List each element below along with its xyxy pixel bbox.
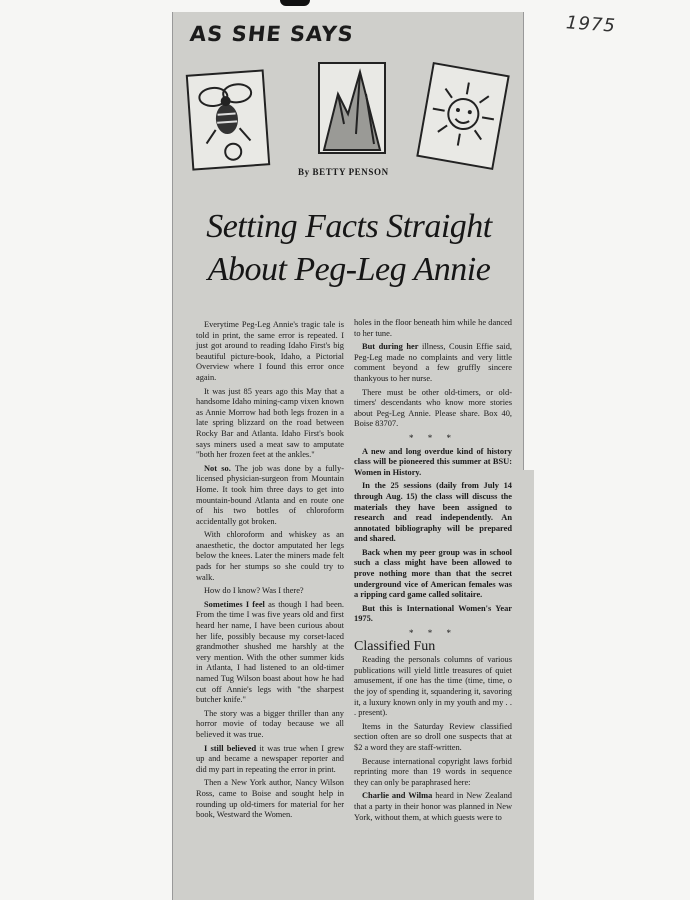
article-paragraph: Then a New York author, Nancy Wilson Ross, came to Boise and sought help in rounding up old-timers for material for her book, Westward the Women.	[196, 778, 344, 820]
clipping-right-tab	[522, 470, 534, 900]
section-subhead: Classified Fun	[354, 638, 436, 654]
paragraph-lead: But during her	[362, 342, 419, 352]
article-paragraph: Reading the personals columns of various publications will yield little treasures of quiet amusement, if one has the time (time, time, o the joy of spending it, squandering it, savoring it, a luxury known only in my youth and my . . . present).	[354, 655, 512, 718]
column-kicker: AS SHE SAYS	[188, 22, 356, 46]
headline-line-1: Setting Facts Straight	[206, 208, 492, 245]
article-paragraph: A new and long overdue kind of history class will be pioneered this summer at BSU: Women in History.	[354, 446, 512, 477]
article-paragraph: There must be other old-timers, or old-timers' descendants who know more stories about Peg-Leg Annie. Please share. Box 40, Boise 83707.	[354, 387, 512, 429]
section-divider: * * *	[409, 432, 457, 443]
article-paragraph: It was just 85 years ago this May that a handsome Idaho mining-camp vixen known as Annie Morrow had both legs frozen in a late spring blizzard on the road between Rocky Bar and Atlanta. Idaho First's book says miners used a meat saw to amputate "both her frozen feet at the ankles."	[196, 386, 344, 460]
article-paragraph: Sometimes I feel as though I had been. From the time I was five years old and first heard her name, I have been curious about her life, possibly because my corset-laced grandmother shushed me harshly at the very mention. With the other summer kids in Atlanta, I had listened to an old-timer named Tug Wilson boast about how he had cut off Annie's legs with "the sharpest butcher knife."	[196, 599, 344, 705]
article-paragraph: But during her illness, Cousin Effie said, Peg-Leg made no complaints and very little comment beyond a few gruffly sincere thankyous to her nurse.	[354, 342, 512, 383]
bee-icon	[186, 69, 271, 170]
article-paragraph: I still believed it was true when I grew up and became a newspaper reporter and did my part in repeating the error in print.	[196, 743, 344, 774]
article-paragraph: Not so. The job was done by a fully-licensed physician-surgeon from Mountain Home. It took him three days to get into mountain-bound Atlanta and en route one of his two bottles of chloroform accidentally got broken.	[196, 463, 344, 526]
article-paragraph: holes in the floor beneath him while he danced to her tune.	[354, 318, 512, 338]
paragraph-lead: Charlie and Wilma	[362, 791, 433, 801]
article-paragraph: But this is International Women's Year 1975.	[354, 603, 512, 624]
mountain-icon	[318, 62, 386, 154]
article-paragraph: Items in the Saturday Review classified section often are so droll one suspects that at $2 a word they are staff-written.	[354, 721, 512, 752]
right-text-column	[354, 318, 512, 826]
ink-blot	[280, 0, 310, 6]
article-paragraph: The story was a bigger thriller than any horror movie of today because we all believed it was true.	[196, 708, 344, 739]
sun-icon	[416, 62, 509, 170]
article-paragraph: Because international copyright laws forbid reprinting more than 19 words in sequence they can only be paraphrased here:	[354, 756, 512, 787]
left-text-column	[196, 320, 344, 824]
article-paragraph: Everytime Peg-Leg Annie's tragic tale is told in print, the same error is repeated. I just got around to reading Idaho First's big beautiful picture-book, Idaho, a Pictorial Overview where I found this error once again.	[196, 320, 344, 382]
paragraph-lead: Sometimes I feel	[204, 599, 265, 609]
article-paragraph: How do I know? Was I there?	[204, 586, 304, 596]
handwritten-year: 1975	[565, 12, 617, 37]
article-paragraph: In the 25 sessions (daily from July 14 through Aug. 15) the class will discuss the materials they have been assigned to research and read independently. An annotated bibliography will be prepared and shared.	[354, 481, 512, 544]
section-divider: * * *	[409, 628, 457, 639]
paragraph-lead: Not so.	[204, 463, 231, 473]
article-paragraph: Back when my peer group was in school such a class might have been allowed to prove nothing more than that the secret underground vice of American females was a ripping card game called solitaire.	[354, 547, 512, 600]
article-paragraph: Charlie and Wilma heard in New Zealand that a party in their honor was planned in New York, without them, at which guests were to	[354, 791, 512, 822]
article-paragraph: With chloroform and whiskey as an anaesthetic, the doctor amputated her legs below the knees. Later the miners made felt pads for her stumps so she could try to walk.	[196, 530, 344, 582]
paragraph-lead: I still believed	[204, 743, 257, 753]
byline: By BETTY PENSON	[298, 167, 389, 177]
headline-line-2: About Peg-Leg Annie	[207, 251, 491, 288]
